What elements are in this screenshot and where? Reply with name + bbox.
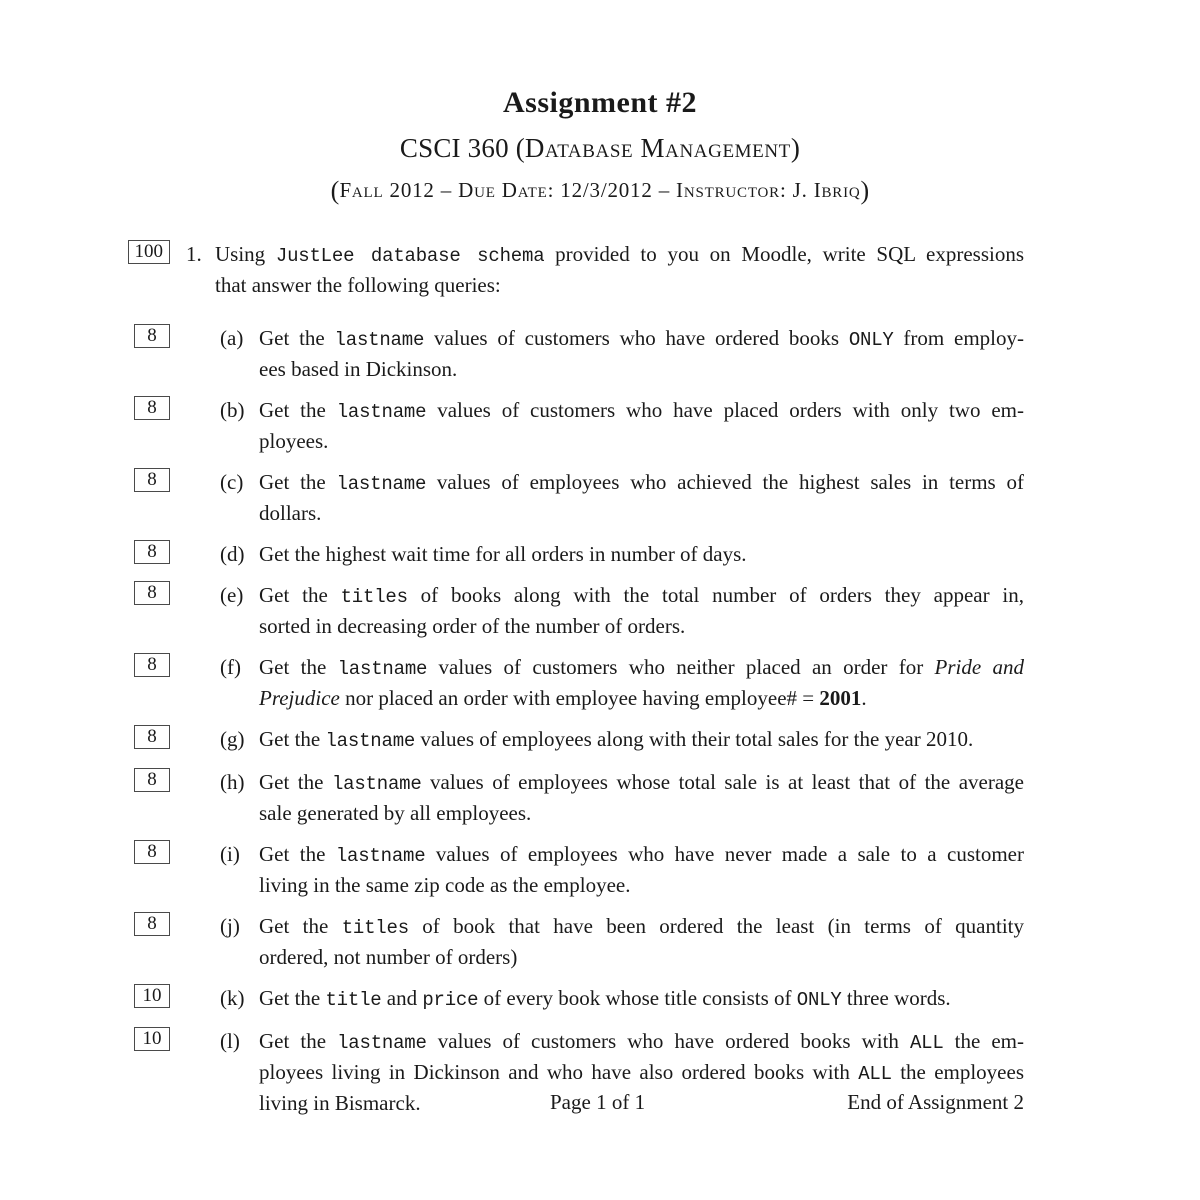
- item-line: sorted in decreasing order of the number of orders.: [259, 614, 686, 638]
- meta-close-paren: ): [860, 176, 870, 206]
- item-marker: (k): [220, 986, 245, 1010]
- score-column: [0, 468, 170, 492]
- text-segment: Get the: [259, 986, 326, 1010]
- item-line: ployees.: [259, 429, 329, 453]
- text-segment: values of employees along with their total sales for the year 2010.: [415, 727, 974, 751]
- problem-subitem-d: [0, 540, 1200, 569]
- footer-end-label: End of Assignment 2: [847, 1090, 1024, 1114]
- score-box: 100: [128, 240, 171, 264]
- text-segment: values of customers who have ordered books with: [426, 1029, 910, 1053]
- italic-title: Pride and: [934, 655, 1024, 679]
- text-segment: Using: [215, 242, 276, 266]
- text-segment: of books along with the total number of orders they appear in,: [407, 583, 1025, 607]
- item-line: [259, 768, 1024, 799]
- score-box: 8: [134, 725, 170, 749]
- score-column: [0, 396, 170, 420]
- meta-text: Fall 2012 – Due Date: 12/3/2012 – Instructor: J. Ibriq: [339, 178, 861, 203]
- score-box: 8: [134, 324, 170, 348]
- item-line: [259, 396, 1024, 427]
- item-line: [259, 1058, 1024, 1089]
- code-span: lastname: [336, 401, 427, 423]
- subtitle-prefix: CSCI 360 (: [399, 133, 525, 163]
- problem-subitem-j: [0, 912, 1200, 972]
- score-box: 8: [134, 840, 170, 864]
- item-line: [215, 240, 1024, 271]
- problem-subitem-a: [0, 324, 1200, 384]
- text-segment: provided to you on Moodle, write SQL expressions: [544, 242, 1024, 266]
- item-body: [259, 768, 1024, 828]
- footer-page-number: Page 1 of 1: [550, 1090, 646, 1114]
- text-segment: Get the: [259, 727, 326, 751]
- item-line: ordered, not number of orders): [259, 945, 518, 969]
- item-marker: (h): [220, 770, 245, 794]
- text-segment: of book that have been ordered the least (in terms of quantity: [408, 914, 1024, 938]
- numeric-value: 2001: [819, 686, 862, 710]
- score-box: 8: [134, 468, 170, 492]
- code-span: ONLY: [848, 329, 894, 351]
- title-block: [0, 86, 1200, 206]
- text-segment: .: [861, 686, 867, 710]
- score-box: 8: [134, 581, 170, 605]
- item-line: that answer the following queries:: [215, 273, 501, 297]
- text-segment: Get the: [259, 1029, 338, 1053]
- item-body: [259, 984, 1024, 1015]
- score-column: [0, 240, 170, 264]
- score-box: 8: [134, 396, 170, 420]
- item-marker: 1.: [186, 242, 202, 266]
- item-line: [259, 1027, 1024, 1058]
- score-column: [0, 581, 170, 605]
- item-body: [259, 324, 1024, 384]
- item-body: [259, 653, 1024, 713]
- item-line: dollars.: [259, 501, 322, 525]
- item-line: Get the highest wait time for all orders in number of days.: [259, 542, 747, 566]
- course-subtitle: [0, 133, 1200, 164]
- item-line: [259, 684, 1024, 713]
- problem-subitem-b: [0, 396, 1200, 456]
- item-marker: (g): [220, 727, 245, 751]
- text-segment: the em-: [943, 1029, 1024, 1053]
- code-span: ONLY: [796, 989, 842, 1011]
- item-marker: (l): [220, 1029, 240, 1053]
- item-marker: (j): [220, 914, 240, 938]
- item-line: [259, 468, 1024, 499]
- text-segment: values of customers who have placed orders with only two em-: [426, 398, 1024, 422]
- item-body: [259, 840, 1024, 900]
- item-marker: (i): [220, 842, 240, 866]
- text-segment: Get the: [259, 583, 341, 607]
- item-line: sale generated by all employees.: [259, 801, 532, 825]
- text-segment: from employ-: [893, 326, 1024, 350]
- item-marker: (d): [220, 542, 245, 566]
- problem-subitem-k: [0, 984, 1200, 1015]
- item-line: [259, 725, 1024, 756]
- score-column: [0, 768, 170, 792]
- code-span: titles: [341, 917, 409, 939]
- text-segment: Get the: [259, 655, 338, 679]
- problem-item-1: [0, 240, 1200, 300]
- code-span: titles: [340, 586, 408, 608]
- text-segment: Get the: [259, 470, 337, 494]
- text-segment: three words.: [841, 986, 951, 1010]
- item-line: [259, 912, 1024, 943]
- problem-subitem-g: [0, 725, 1200, 756]
- code-span: lastname: [336, 473, 427, 495]
- text-segment: values of employees whose total sale is at least that of the average: [421, 770, 1024, 794]
- text-segment: nor placed an order with employee having employee# =: [339, 686, 820, 710]
- code-span: lastname: [334, 329, 425, 351]
- problem-subitem-c: [0, 468, 1200, 528]
- text-segment: the employees: [891, 1060, 1024, 1084]
- score-column: [0, 1027, 170, 1051]
- score-box: 8: [134, 653, 170, 677]
- code-span: price: [422, 989, 479, 1011]
- item-body: [259, 912, 1024, 972]
- problem-subitem-i: [0, 840, 1200, 900]
- score-column: [0, 984, 170, 1008]
- problem-subitem-f: [0, 653, 1200, 713]
- subtitle-course-name: Database Management: [524, 133, 791, 163]
- assignment-content: [0, 240, 1200, 1130]
- text-segment: Get the: [259, 914, 342, 938]
- score-column: [0, 725, 170, 749]
- problem-subitem-e: [0, 581, 1200, 641]
- score-box: 8: [134, 540, 170, 564]
- item-body: [259, 396, 1024, 456]
- item-marker: (a): [220, 326, 244, 350]
- text-segment: Get the: [259, 398, 337, 422]
- code-span: lastname: [335, 845, 426, 867]
- text-segment: Get the: [259, 842, 336, 866]
- item-marker: (f): [220, 655, 241, 679]
- score-column: [0, 912, 170, 936]
- text-segment: and: [381, 986, 423, 1010]
- text-segment: values of employees who achieved the highest sales in terms of: [426, 470, 1024, 494]
- item-body: [259, 468, 1024, 528]
- text-segment: of every book whose title consists of: [478, 986, 797, 1010]
- item-line: [259, 581, 1024, 612]
- code-span: lastname: [337, 658, 428, 680]
- score-column: [0, 653, 170, 677]
- text-segment: Get the: [259, 770, 332, 794]
- score-box: 8: [134, 768, 170, 792]
- item-line: [259, 840, 1024, 871]
- item-body: [259, 540, 1024, 569]
- text-segment: values of customers who neither placed an order for: [427, 655, 935, 679]
- item-line: ees based in Dickinson.: [259, 357, 458, 381]
- problem-subitem-h: [0, 768, 1200, 828]
- subtitle-suffix: ): [790, 133, 801, 163]
- text-segment: values of employees who have never made a sale to a customer: [425, 842, 1024, 866]
- item-line: living in Bismarck.: [259, 1091, 421, 1115]
- item-marker: (e): [220, 583, 244, 607]
- meta-open-paren: (: [330, 176, 340, 206]
- italic-title: Prejudice: [259, 686, 340, 710]
- item-line: living in the same zip code as the employee.: [259, 873, 631, 897]
- item-body: [259, 581, 1024, 641]
- item-line: [259, 653, 1024, 684]
- code-span: JustLee database schema: [275, 245, 545, 267]
- item-body: [215, 240, 1024, 300]
- code-span: lastname: [331, 773, 422, 795]
- text-segment: ployees living in Dickinson and who have also ordered books with: [259, 1060, 859, 1084]
- spacer: [0, 310, 1200, 324]
- item-line: [259, 324, 1024, 355]
- code-span: ALL: [858, 1063, 892, 1085]
- score-box: 10: [134, 984, 170, 1008]
- text-segment: Get the: [259, 326, 335, 350]
- item-marker: (c): [220, 470, 244, 494]
- score-column: [0, 540, 170, 564]
- code-span: lastname: [325, 730, 416, 752]
- page-title: Assignment #2: [502, 86, 697, 119]
- score-column: [0, 324, 170, 348]
- score-box: 8: [134, 912, 170, 936]
- score-box: 10: [134, 1027, 170, 1051]
- code-span: title: [325, 989, 382, 1011]
- code-span: lastname: [337, 1032, 427, 1054]
- item-marker: (b): [220, 398, 245, 422]
- text-segment: values of customers who have ordered books: [424, 326, 849, 350]
- item-line: [259, 984, 1024, 1015]
- code-span: ALL: [909, 1032, 944, 1054]
- item-body: [259, 725, 1024, 756]
- document-meta: [0, 176, 1200, 206]
- score-column: [0, 840, 170, 864]
